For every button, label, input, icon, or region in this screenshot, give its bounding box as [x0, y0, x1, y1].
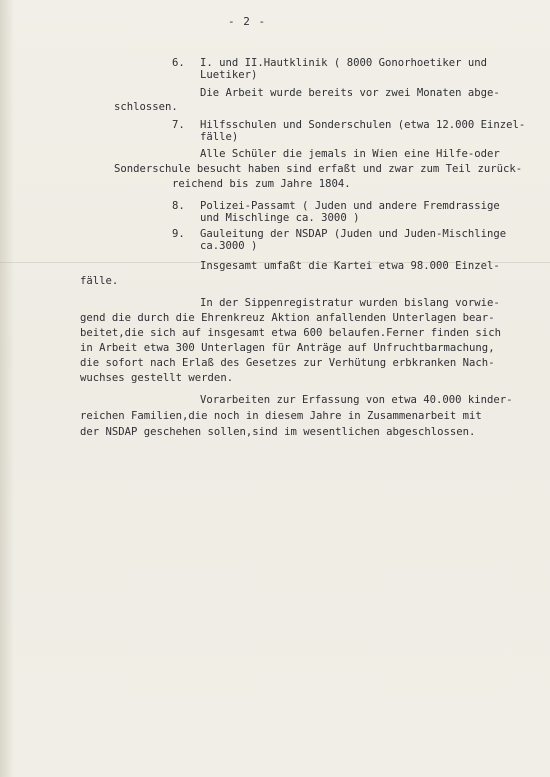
list-item-number: 7.: [172, 119, 185, 131]
paragraph-line: in Arbeit etwa 300 Unterlagen für Anträge auf Unfruchtbarmachung,: [80, 342, 495, 354]
paragraph-line: gend die durch die Ehrenkreuz Aktion anfallenden Unterlagen bear-: [80, 312, 495, 324]
list-item-line: fälle): [200, 131, 239, 143]
list-item-line: ca.3000 ): [200, 240, 258, 252]
list-item-line: Polizei-Passamt ( Juden und andere Fremdrassige: [200, 200, 500, 212]
note-line: Sonderschule besucht haben sind erfaßt und zwar zum Teil zurück-: [114, 163, 523, 175]
total-line: fälle.: [80, 275, 119, 287]
paragraph-line: die sofort nach Erlaß des Gesetzes zur Verhütung erbkranken Nach-: [80, 357, 495, 369]
list-item-line: Hilfsschulen und Sonderschulen (etwa 12.000 Einzel-: [200, 119, 526, 131]
paragraph-line: beitet,die sich auf insgesamt etwa 600 belaufen.Ferner finden sich: [80, 327, 501, 339]
list-item-line: Gauleitung der NSDAP (Juden und Juden-Mischlinge: [200, 228, 507, 240]
note-line: reichend bis zum Jahre 1804.: [172, 178, 351, 190]
note-line: schlossen.: [114, 101, 178, 113]
list-item-line: I. und II.Hautklinik ( 8000 Gonorhoetiker und: [200, 57, 488, 69]
note-line: Die Arbeit wurde bereits vor zwei Monaten abge-: [200, 87, 500, 99]
note-line: Alle Schüler die jemals in Wien eine Hilfe-oder: [200, 148, 500, 160]
list-item-number: 9.: [172, 228, 185, 240]
page-number: - 2 -: [228, 15, 267, 28]
paragraph-line: In der Sippenregistratur wurden bislang vorwie-: [200, 297, 500, 309]
list-item-number: 8.: [172, 200, 185, 212]
total-line: Insgesamt umfaßt die Kartei etwa 98.000 Einzel-: [200, 260, 500, 272]
list-item-line: Luetiker): [200, 69, 258, 81]
paragraph-line: wuchses gestellt werden.: [80, 372, 234, 384]
paragraph-line: der NSDAP geschehen sollen,sind im wesentlichen abgeschlossen.: [80, 426, 476, 438]
paragraph-line: Vorarbeiten zur Erfassung von etwa 40.000 kinder-: [200, 394, 513, 406]
list-item-number: 6.: [172, 57, 185, 69]
list-item-line: und Mischlinge ca. 3000 ): [200, 212, 360, 224]
paragraph-line: reichen Familien,die noch in diesem Jahre in Zusammenarbeit mit: [80, 410, 482, 422]
